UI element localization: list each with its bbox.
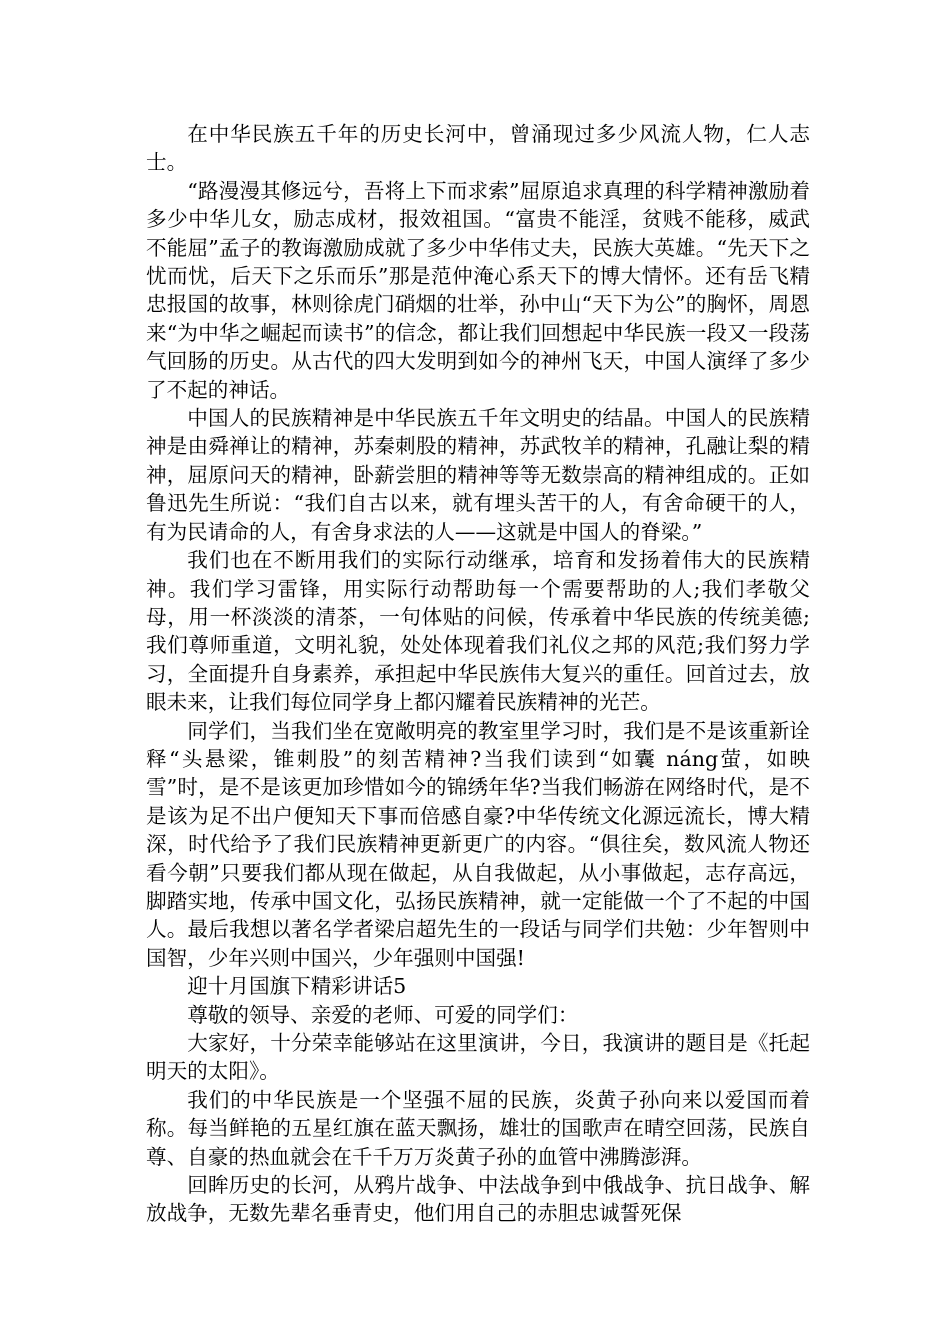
paragraph-inherit-spirit: 我们也在不断用我们的实际行动继承，培育和发扬着伟大的民族精神。我们学习雷锋，用实际行动帮助每一个需要帮助的人;我们孝敬父母，用一杯淡淡的清茶，一句体贴的问候，传承着中华民族的传统美德;我们尊师重道，文明礼貌，处处体现着我们礼仪之邦的风范;我们努力学习，全面提升自身素养，承担起中华民族伟大复兴的重任。回首过去，放眼未来，让我们每位同学身上都闪耀着民族精神的光芒。: [146, 548, 810, 715]
speech-title: 迎十月国旗下精彩讲话5: [187, 974, 407, 999]
paragraph-history: 回眸历史的长河，从鸦片战争、中法战争到中俄战争、抗日战争、解放战争，无数先辈名垂青史，他们用自己的赤胆忠诚誓死保: [146, 1173, 810, 1226]
document-page: [146, 120, 810, 1228]
speech-greeting: 尊敬的领导、亲爱的老师、可爱的同学们：: [187, 1002, 579, 1027]
speech-topic: 大家好，十分荣幸能够站在这里演讲，今日，我演讲的题目是《托起明天的太阳》。: [146, 1031, 810, 1084]
paragraph-intro: 在中华民族五千年的历史长河中，曾涌现过多少风流人物，仁人志士。: [146, 122, 810, 175]
paragraph-classmates: 同学们，当我们坐在宽敞明亮的教室里学习时，我们是不是该重新诠释“头悬梁，锥刺股”的刻苦精神?当我们读到“如囊 náng萤，如映雪”时，是不是该更加珍惜如今的锦绣年华?当我们畅游在网络时代，是不是该为足不出户便知天下事而倍感自豪?中华传统文化源远流长，博大精深，时代给予了我们民族精神更新更广的内容。“俱往矣，数风流人物还看今朝”只要我们都从现在做起，从自我做起，从小事做起，志存高远，脚踏实地，传承中国文化，弘扬民族精神，就一定能做一个了不起的中国人。最后我想以著名学者梁启超先生的一段话与同学们共勉：少年智则中国智，少年兴则中国兴，少年强则中国强!: [146, 718, 810, 970]
paragraph-national-spirit: 中国人的民族精神是中华民族五千年文明史的结晶。中国人的民族精神是由舜禅让的精神，苏秦刺股的精神，苏武牧羊的精神，孔融让梨的精神，屈原问天的精神，卧薪尝胆的精神等等无数崇高的精神组成的。正如鲁迅先生所说：“我们自古以来，就有埋头苦干的人，有舍命硬干的人，有为民请命的人，有舍身求法的人——这就是中国人的脊梁。”: [146, 406, 810, 544]
paragraph-heroes: “路漫漫其修远兮，吾将上下而求索”屈原追求真理的科学精神激励着多少中华儿女，励志成材，报效祖国。“富贵不能淫，贫贱不能移，威武不能屈”孟子的教诲激励成就了多少中华伟丈夫，民族大英雄。“先天下之忧而忧，后天下之乐而乐”那是范仲淹心系天下的博大情怀。还有岳飞精忠报国的故事，林则徐虎门硝烟的壮举，孙中山“天下为公”的胸怀，周恩来“为中华之崛起而读书”的信念，都让我们回想起中华民族一段又一段荡气回肠的历史。从古代的四大发明到如今的神州飞天，中国人演绎了多少了不起的神话。: [146, 178, 810, 402]
paragraph-patriotism: 我们的中华民族是一个坚强不屈的民族，炎黄子孙向来以爱国而着称。每当鲜艳的五星红旗在蓝天飘扬，雄壮的国歌声在晴空回荡，民族自尊、自豪的热血就会在千千万万炎黄子孙的血管中沸腾澎湃。: [146, 1087, 810, 1169]
